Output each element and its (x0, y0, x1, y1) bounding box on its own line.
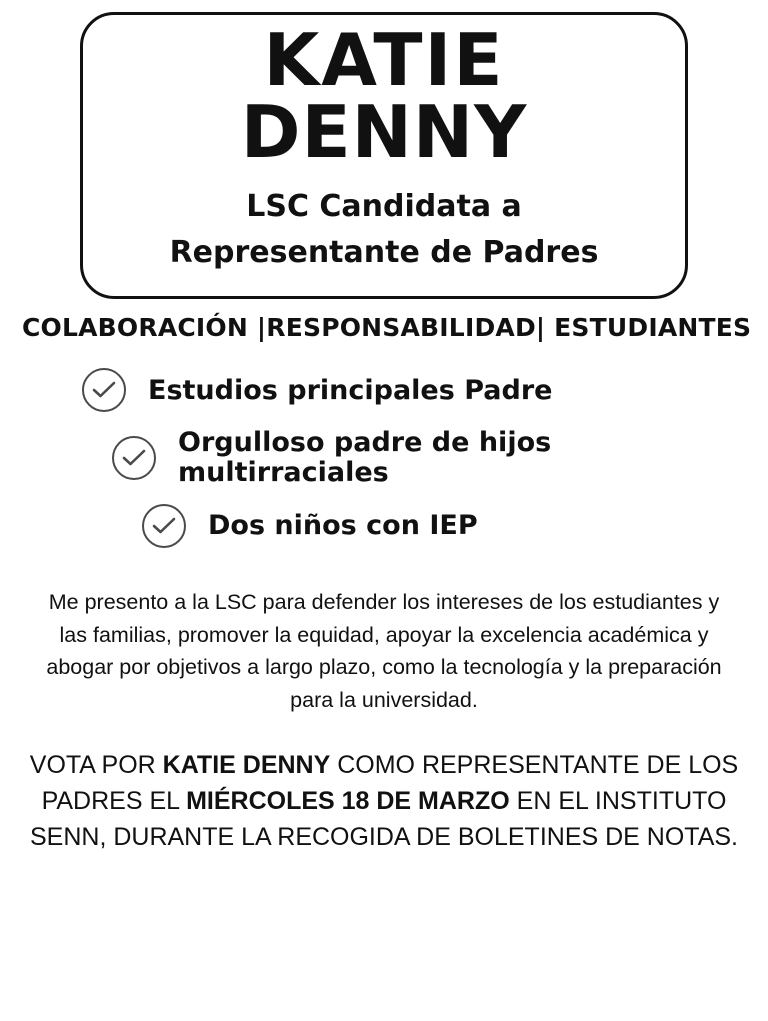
cta-part-1: VOTA POR (29, 750, 163, 779)
value-responsibility: RESPONSABILIDAD (266, 313, 536, 343)
cta-election-date: MIÉRCOLES 18 DE MARZO (186, 786, 510, 815)
list-item (22, 368, 746, 412)
value-students: ESTUDIANTES (554, 313, 752, 343)
list-item-label: Orgulloso padre de hijos multirraciales (178, 427, 552, 489)
value-separator-2: | (535, 313, 546, 343)
value-separator-1: | (256, 313, 267, 343)
cta-candidate-name: KATIE DENNY (162, 750, 331, 779)
list-item-label: Estudios principales Padre (148, 374, 553, 406)
candidate-role-line-2: Representante de Padres (169, 234, 599, 270)
cta-part-3: EN EL INSTITUTO SENN, DURANTE LA RECOGIDA DE BOLETINES DE NOTAS. (29, 786, 739, 852)
candidate-name-card (80, 12, 688, 299)
check-circle-icon (142, 504, 186, 548)
list-item (22, 504, 746, 548)
check-circle-icon (82, 368, 126, 412)
check-circle-icon (112, 436, 156, 480)
values-strip (22, 313, 752, 343)
candidate-role-line-1: LSC Candidata a (246, 189, 522, 225)
qualifications-list (22, 368, 746, 563)
list-item (22, 428, 746, 487)
cta-part-2: COMO REPRESENTANTE DE LOS PADRES EL (41, 750, 739, 815)
list-item-label: Dos niños con IEP (208, 510, 478, 541)
candidate-last-name: DENNY (240, 90, 528, 175)
candidate-first-name: KATIE (263, 18, 505, 102)
call-to-action (28, 747, 740, 856)
candidate-statement: Me presento a la LSC para defender los intereses de los estudiantes y las familias, promover la equidad, apoyar la excelencia académica y abogar por objetivos a largo plazo, como la tecnología y la preparación para la universidad. (46, 589, 722, 712)
value-collaboration: COLABORACIÓN (22, 313, 249, 343)
